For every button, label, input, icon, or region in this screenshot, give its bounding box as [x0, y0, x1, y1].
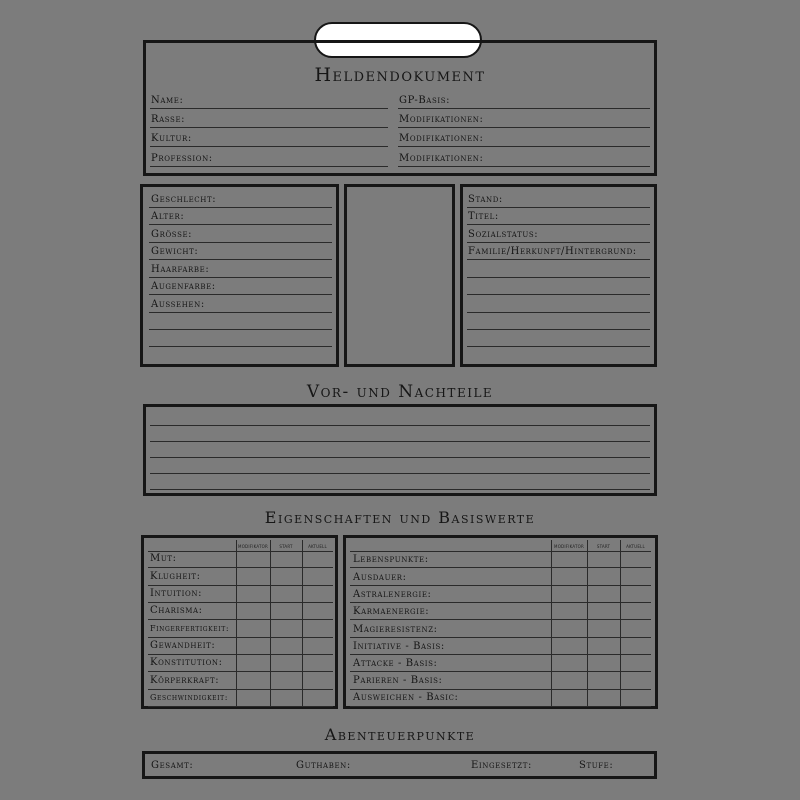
- adventure-points-label: Eingesetzt:: [471, 760, 532, 771]
- base-value-label: Parieren - Basis:: [353, 675, 443, 686]
- right-table-column-divider: [587, 540, 588, 706]
- header-label-left: Profession:: [151, 153, 213, 164]
- base-value-label: Ausdauer:: [353, 572, 407, 583]
- page-title: Heldendokument: [314, 64, 486, 86]
- personal-rule-right: [467, 207, 650, 208]
- right-column-header: AKTUELL: [626, 544, 645, 549]
- header-rule-right: [398, 146, 650, 147]
- personal-rule-left: [149, 259, 332, 260]
- header-label-left: Rasse:: [151, 114, 186, 125]
- personal-rule-left: [149, 294, 332, 295]
- left-table-rule: [148, 619, 333, 620]
- left-column-header: AKTUELL: [308, 544, 327, 549]
- personal-rule-right: [467, 346, 650, 347]
- personal-rule-right: [467, 329, 650, 330]
- base-value-label: Attacke - Basis:: [353, 658, 438, 669]
- personal-label-left: Alter:: [151, 211, 185, 222]
- header-rule-left: [150, 146, 388, 147]
- personal-label-right: Titel:: [468, 211, 499, 222]
- advantages-box: [143, 404, 657, 496]
- right-table-rule: [350, 637, 651, 638]
- base-value-label: Lebenspunkte:: [353, 554, 429, 565]
- right-column-header: START: [596, 544, 611, 549]
- attributes-title: Eigenschaften und Basiswerte: [264, 508, 536, 527]
- attribute-label: Geschwindigkeit:: [150, 693, 228, 702]
- right-table-column-divider: [620, 540, 621, 706]
- adventure-points-label: Stufe:: [579, 760, 614, 771]
- personal-label-right: Familie/Herkunft/Hintergrund:: [468, 246, 637, 257]
- personal-rule-left: [149, 277, 332, 278]
- header-label-right: Modifikationen:: [399, 114, 484, 125]
- left-table-rule: [148, 585, 333, 586]
- header-label-left: Kultur:: [151, 133, 192, 144]
- header-rule-left: [150, 166, 388, 167]
- right-table-rule: [350, 585, 651, 586]
- attribute-label: Fingerfertigkeit:: [150, 624, 230, 633]
- adventure-points-label: Gesamt:: [151, 760, 194, 771]
- personal-rule-right: [467, 312, 650, 313]
- personal-rule-right: [467, 294, 650, 295]
- advantages-rule: [150, 441, 650, 442]
- attribute-label: Klugheit:: [150, 571, 201, 582]
- base-value-label: Astralenergie:: [353, 589, 432, 600]
- personal-rule-right: [467, 259, 650, 260]
- right-table-rule: [350, 706, 651, 707]
- header-rule-right: [398, 108, 650, 109]
- header-label-right: Modifikationen:: [399, 133, 484, 144]
- advantages-rule: [150, 489, 650, 490]
- right-column-header: MODIFIKATOR: [554, 544, 584, 549]
- personal-label-left: Haarfarbe:: [151, 264, 210, 275]
- right-table-rule: [350, 567, 651, 568]
- right-table-rule: [350, 671, 651, 672]
- portrait-box: [344, 184, 455, 367]
- adventure-points-title: Abenteuerpunkte: [324, 725, 476, 744]
- advantages-rule: [150, 473, 650, 474]
- personal-rule-left: [149, 312, 332, 313]
- personal-rule-right: [467, 242, 650, 243]
- right-table-column-divider: [551, 540, 552, 706]
- advantages-rule: [150, 425, 650, 426]
- personal-rule-left: [149, 329, 332, 330]
- left-table-rule: [148, 689, 333, 690]
- attribute-label: Körperkraft:: [150, 675, 220, 686]
- attribute-label: Gewandheit:: [150, 640, 216, 651]
- attribute-label: Konstitution:: [150, 657, 223, 668]
- personal-rule-left: [149, 207, 332, 208]
- base-value-label: Magieresistenz:: [353, 624, 438, 635]
- adventure-points-label: Guthaben:: [296, 760, 351, 771]
- personal-label-right: Stand:: [468, 194, 503, 205]
- right-table-rule: [350, 602, 651, 603]
- header-rule-left: [150, 108, 388, 109]
- left-table-rule: [148, 602, 333, 603]
- personal-rule-left: [149, 346, 332, 347]
- personal-label-left: Grösse:: [151, 229, 193, 240]
- right-table-rule: [350, 689, 651, 690]
- header-label-right: GP-Basis:: [399, 95, 451, 106]
- attribute-label: Mut:: [150, 553, 177, 564]
- personal-rule-right: [467, 277, 650, 278]
- base-value-label: Ausweichen - Basic:: [353, 692, 459, 703]
- left-table-rule: [148, 654, 333, 655]
- base-value-label: Initiative - Basis:: [353, 641, 445, 652]
- header-rule-left: [150, 127, 388, 128]
- left-table-rule: [148, 637, 333, 638]
- left-table-column-divider: [236, 540, 237, 706]
- attribute-label: Intuition:: [150, 588, 203, 599]
- left-table-column-divider: [302, 540, 303, 706]
- personal-label-left: Aussehen:: [151, 299, 205, 310]
- personal-label-left: Geschlecht:: [151, 194, 217, 205]
- advantages-title: Vor- und Nachteile: [306, 382, 494, 402]
- left-table-rule: [148, 706, 333, 707]
- header-rule-right: [398, 166, 650, 167]
- left-table-rule: [148, 567, 333, 568]
- left-column-header: MODIFIKATOR: [238, 544, 268, 549]
- base-value-label: Karmaenergie:: [353, 606, 430, 617]
- personal-rule-left: [149, 224, 332, 225]
- header-label-left: Name:: [151, 95, 184, 106]
- header-label-right: Modifikationen:: [399, 153, 484, 164]
- personal-rule-right: [467, 224, 650, 225]
- personal-rule-left: [149, 242, 332, 243]
- left-column-header: START: [279, 544, 293, 549]
- left-table-rule: [148, 671, 333, 672]
- personal-label-right: Sozialstatus:: [468, 229, 539, 240]
- left-table-rule: [148, 551, 333, 552]
- right-table-rule: [350, 619, 651, 620]
- advantages-rule: [150, 457, 650, 458]
- header-rule-right: [398, 127, 650, 128]
- right-table-rule: [350, 654, 651, 655]
- attribute-label: Charisma:: [150, 605, 203, 616]
- personal-label-left: Gewicht:: [151, 246, 199, 257]
- right-table-rule: [350, 551, 651, 552]
- personal-label-left: Augenfarbe:: [151, 281, 216, 292]
- left-table-column-divider: [270, 540, 271, 706]
